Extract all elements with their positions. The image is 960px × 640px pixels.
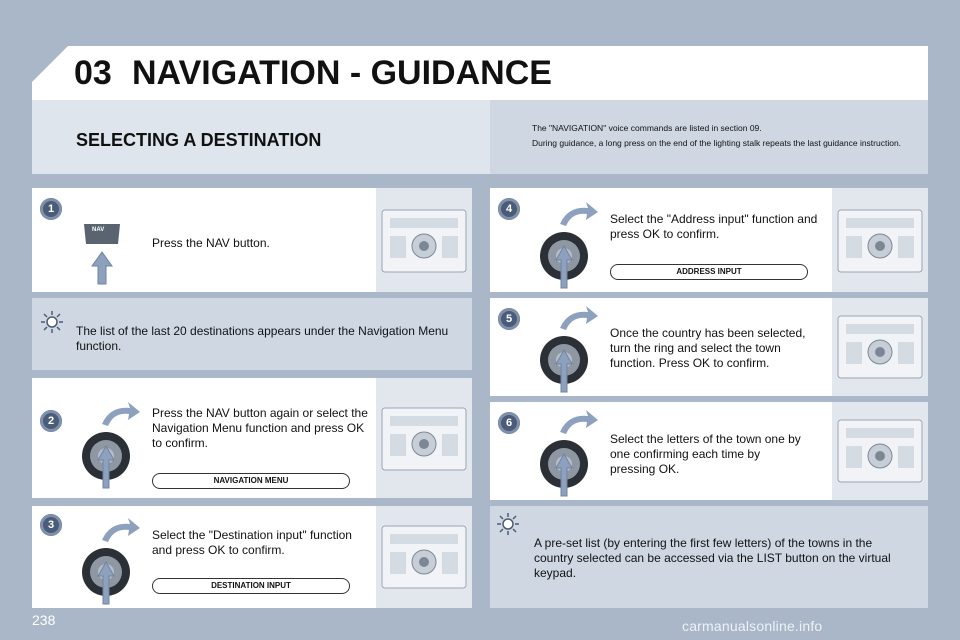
step-text: Select the "Address input" function and press OK to confirm. bbox=[610, 212, 818, 241]
header-corner-fold bbox=[32, 46, 68, 82]
step-badge: 6 bbox=[498, 412, 520, 434]
step-text: Press the NAV button again or select the Navigation Menu function and press OK to confirm. bbox=[152, 406, 368, 450]
lightbulb-icon bbox=[40, 310, 64, 334]
radio-unit-icon bbox=[376, 188, 472, 292]
step-badge: 4 bbox=[498, 198, 520, 220]
page-number: 238 bbox=[32, 612, 56, 628]
step-badge: 5 bbox=[498, 308, 520, 330]
rotary-dial-icon bbox=[530, 406, 600, 498]
nav-button-label: NAV bbox=[92, 227, 105, 233]
nav-button-illustration bbox=[80, 222, 124, 288]
step-6-panel bbox=[490, 402, 928, 500]
rotary-dial-icon bbox=[530, 198, 600, 290]
menu-label-pill: NAVIGATION MENU bbox=[152, 473, 350, 489]
intro-line-2: During guidance, a long press on the end of the lighting stalk repeats the last guidance instruction. bbox=[532, 138, 902, 148]
step-2-panel bbox=[32, 378, 472, 498]
step-text: Select the "Destination input" function and press OK to confirm. bbox=[152, 528, 352, 557]
section-title: SELECTING A DESTINATION bbox=[76, 130, 322, 150]
lightbulb-icon bbox=[496, 512, 520, 536]
rotary-dial-icon bbox=[72, 514, 142, 606]
watermark: carmanualsonline.info bbox=[682, 618, 823, 634]
radio-unit-icon bbox=[376, 378, 472, 498]
page-title: NAVIGATION - GUIDANCE bbox=[132, 54, 552, 92]
step-5-panel bbox=[490, 298, 928, 396]
step-badge: 2 bbox=[40, 410, 62, 432]
step-3-panel bbox=[32, 506, 472, 608]
radio-unit-icon bbox=[376, 506, 472, 608]
left-note-panel bbox=[32, 298, 472, 370]
step-badge: 1 bbox=[40, 198, 62, 220]
radio-unit-icon bbox=[832, 188, 928, 292]
rotary-dial-icon bbox=[72, 398, 142, 490]
menu-label-pill: ADDRESS INPUT bbox=[610, 264, 808, 280]
section-intro bbox=[532, 121, 912, 151]
menu-label-pill: DESTINATION INPUT bbox=[152, 578, 350, 594]
step-4-panel bbox=[490, 188, 928, 292]
right-note-panel bbox=[490, 506, 928, 608]
step-text: Press the NAV button. bbox=[152, 236, 270, 250]
step-badge: 3 bbox=[40, 514, 62, 536]
radio-unit-icon bbox=[832, 402, 928, 500]
note-text: A pre-set list (by entering the first few letters) of the towns in the country selected can be accessed via the LIST button on the virtual keypad. bbox=[534, 536, 891, 580]
note-text: The list of the last 20 destinations appears under the Navigation Menu function. bbox=[76, 324, 449, 353]
chapter-number: 03 bbox=[74, 54, 112, 92]
rotary-dial-icon bbox=[530, 302, 600, 394]
intro-line-1: The "NAVIGATION" voice commands are listed in section 09. bbox=[532, 123, 762, 133]
step-text: Select the letters of the town one by one confirming each time by pressing OK. bbox=[610, 432, 801, 476]
radio-unit-icon bbox=[832, 298, 928, 396]
step-1-panel bbox=[32, 188, 472, 292]
step-text: Once the country has been selected, turn the ring and select the town function. Press OK to confirm. bbox=[610, 326, 806, 370]
